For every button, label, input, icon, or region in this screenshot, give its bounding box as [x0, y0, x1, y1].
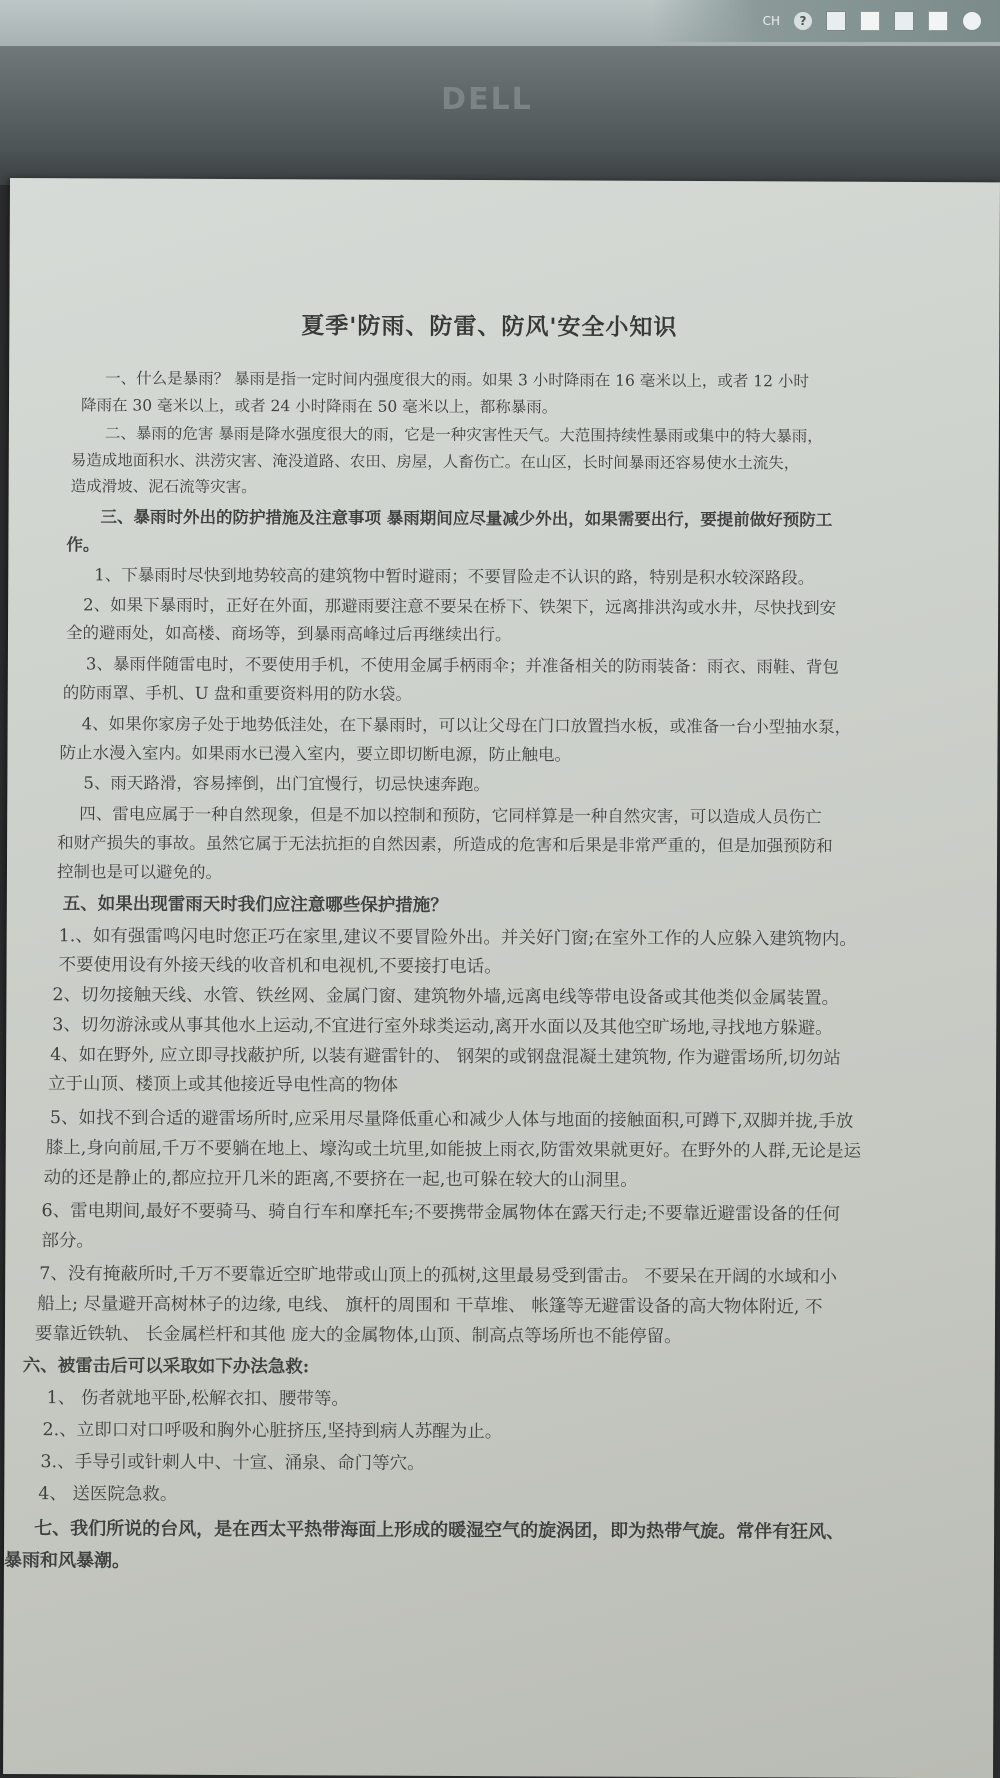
monitor-bezel [0, 0, 1000, 185]
text-line: 的防雨罩、手机、U 盘和重要资料用的防水袋。 [62, 683, 412, 704]
text-line: 不要使用设有外接天线的收音机和电视机,不要接打电话。 [58, 955, 502, 978]
text-line: 四、雷电应属于一种自然现象，但是不加以控制和预防，它同样算是一种自然灾害，可以造成人员伤亡 [79, 804, 822, 827]
text-line: 2.、立即口对口呼吸和胸外心脏挤压,坚持到病人苏醒为止。 [42, 1420, 503, 1443]
window-icon[interactable] [826, 11, 846, 31]
text-line: 3、暴雨伴随雷电时，不要使用手机，不使用金属手柄雨伞；并准备相关的防雨装备：雨衣、雨鞋、背包 [85, 654, 839, 677]
text-line: 膝上,身向前屈,千万不要躺在地上、壕沟或土坑里,如能披上雨衣,防雷效果就更好。在野外的人群,无论是运 [45, 1138, 862, 1162]
section-heading: 五、如果出现雷雨天时我们应注意哪些保护措施？ [62, 894, 448, 916]
text-line: 易造成地面积水、洪涝灾害、淹没道路、农田、房屋，人畜伤亡。在山区，长时间暴雨还容易使水土流失， [70, 451, 800, 473]
text-line: 部分。 [41, 1231, 94, 1252]
text-line: 船上; 尽量避开高树林子的边缘, 电线、 旗杆的周围和 干草堆、 帐篷等无避雷设备的高大物体附近, 不 [37, 1294, 823, 1318]
document-title: 夏季'防雨、防雷、防风'安全小知识 [301, 312, 678, 341]
text-line: 4、 送医院急救。 [38, 1484, 178, 1505]
text-line: 暴雨和风暴潮。 [3, 1549, 131, 1572]
section-heading: 六、被雷击后可以采取如下办法急救: [22, 1356, 310, 1378]
text-line: 动的还是静止的,都应拉开几米的距离,不要挤在一起,也可躲在较大的山洞里。 [43, 1168, 638, 1191]
text-line: 2、切勿接触天线、水管、铁丝网、金属门窗、建筑物外墙,远离电线等带电设备或其他类似金属装置。 [52, 985, 840, 1009]
text-line: 二、暴雨的危害 暴雨是降水强度很大的雨，它是一种灾害性天气。大范围持续性暴雨或集中的特大暴雨， [104, 424, 823, 446]
text-line: 2、如果下暴雨时，正好在外面，那避雨要注意不要呆在桥下、铁架下，远离排洪沟或水井，尽快找到安 [83, 595, 837, 618]
help-icon[interactable]: ? [794, 12, 812, 30]
text-line: 1.、如有强雷鸣闪电时您正巧在家里,建议不要冒险外出。并关好门窗;在室外工作的人应躲入建筑物内。 [58, 926, 857, 950]
language-indicator[interactable]: CH [762, 14, 780, 28]
text-line: 降雨在 30 毫米以上，或者 24 小时降雨在 50 毫米以上，都称暴雨。 [80, 396, 558, 417]
text-line: 1、 伤者就地平卧,松解衣扣、腰带等。 [46, 1388, 349, 1410]
text-line: 造成滑坡、泥石流等灾害。 [70, 477, 257, 497]
clock-icon[interactable] [962, 11, 982, 31]
text-line: 3.、手导引或针刺人中、十宣、涌泉、命门等穴。 [40, 1452, 425, 1474]
text-line: 1、下暴雨时尽快到地势较高的建筑物中暂时避雨；不要冒险走不认识的路，特别是积水较深路段。 [94, 565, 815, 588]
text-line: 七、我们所说的台风，是在西太平热带海面上形成的暖湿空气的旋涡团，即为热带气旋。常伴有狂风、 [34, 1518, 845, 1543]
taskbar-tray [652, 0, 1000, 42]
text-line: 4、如果你家房子处于地势低洼处，在下暴雨时，可以让父母在门口放置挡水板，或准备一台小型抽水泵， [81, 714, 852, 737]
text-line: 三、暴雨时外出的防护措施及注意事项 暴雨期间应尽量减少外出，如果需要出行，要提前做好预防工 [100, 507, 833, 530]
paper-sheet [3, 178, 1000, 1778]
text-line: 5、雨天路滑，容易摔倒，出门宜慢行，切忌快速奔跑。 [83, 773, 490, 795]
dell-logo: DELL [441, 82, 533, 117]
notes-icon[interactable] [894, 11, 914, 31]
text-line: 要靠近铁轨、 长金属栏杆和其他 庞大的金属物体,山顶、制高点等场所也不能停留。 [34, 1324, 682, 1347]
text-line: 一、什么是暴雨？ 暴雨是指一定时间内强度很大的雨。如果 3 小时降雨在 16 毫米以上，或者 12 小时 [105, 369, 809, 391]
text-line: 7、没有掩蔽所时,千万不要靠近空旷地带或山顶上的孤树,这里最易受到雷击。 不要呆在开阔的水域和小 [39, 1264, 838, 1288]
text-line: 3、切勿游泳或从事其他水上运动,不宜进行室外球类运动,离开水面以及其他空旷场地,寻找地方躲避。 [52, 1015, 833, 1039]
pen-icon[interactable] [928, 11, 948, 31]
text-line: 4、如在野外, 应立即寻找蔽护所, 以装有避雷针的、 钢架的或钢盘混凝土建筑物, 作为避雷场所,切勿站 [50, 1045, 841, 1069]
monitor-screen [0, 0, 1000, 46]
text-line: 全的避雨处，如高楼、商场等，到暴雨高峰过后再继续出行。 [65, 623, 512, 645]
document-body [3, 178, 1000, 1778]
text-line: 立于山顶、楼顶上或其他接近导电性高的物体 [48, 1074, 399, 1096]
text-line: 和财产损失的事故。虽然它属于无法抗拒的自然因素，所造成的危害和后果是非常严重的，但是加强预防和 [57, 833, 833, 856]
text-line: 作。 [66, 535, 100, 555]
text-line: 6、雷电期间,最好不要骑马、骑自行车和摩托车;不要携带金属物体在露天行走;不要靠近避雷设备的任何 [41, 1201, 841, 1225]
text-line: 控制也是可以避免的。 [56, 862, 223, 882]
text-line: 5、如找不到合适的避雷场所时,应采用尽量降低重心和减少人体与地面的接触面积,可蹲下,双脚并拢,手放 [49, 1108, 854, 1132]
document-icon[interactable] [860, 11, 880, 31]
text-line: 防止水漫入室内。如果雨水已漫入室内，要立即切断电源，防止触电。 [59, 743, 572, 765]
